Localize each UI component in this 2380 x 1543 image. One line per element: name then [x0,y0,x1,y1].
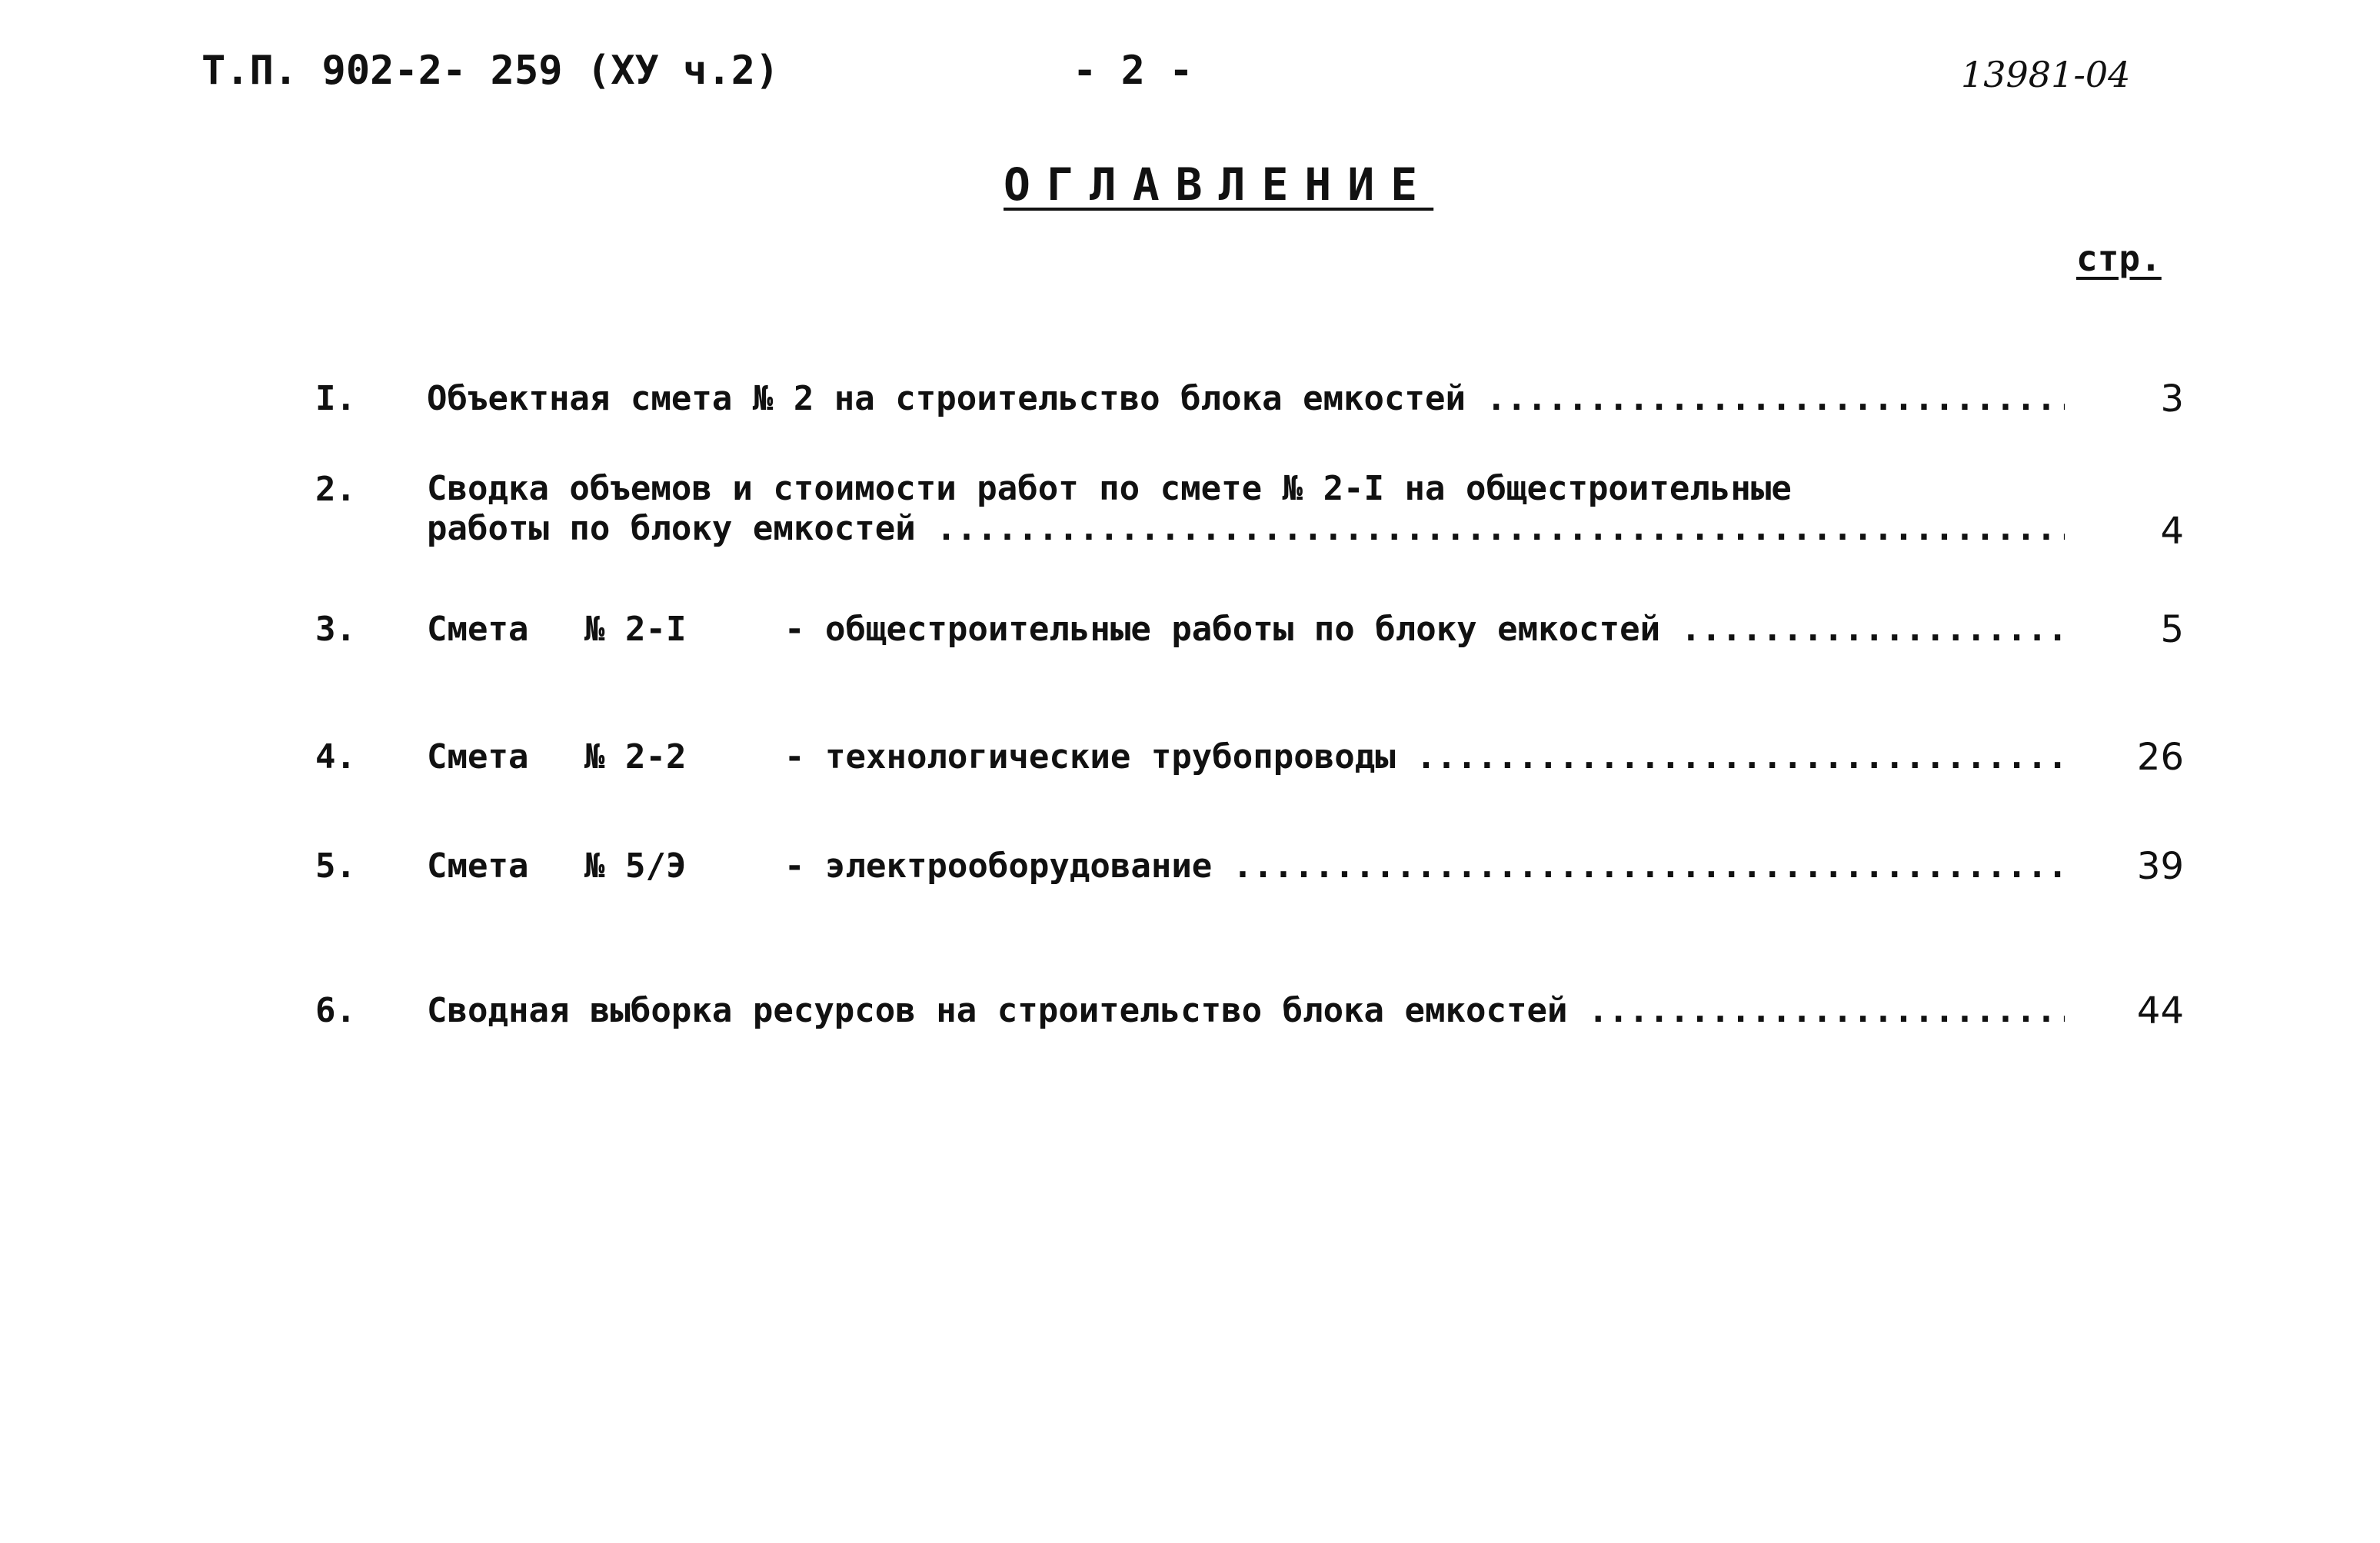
toc-entry-title-continued: работы по блоку емкостей ..... [427,509,2065,549]
toc-entry-label: Смета [427,737,529,776]
toc-entry-number: 2. [315,470,356,509]
toc-title: ОГЛАВЛЕНИЕ [1004,158,1434,211]
toc-entry-title: Объектная смета № 2 на строительство блока емкостей ..... [427,378,2065,420]
toc-entry-number: I. [315,379,356,418]
toc-entry-text [427,990,2065,1032]
toc-entry-page: 39 [2136,845,2184,888]
toc-entry-title [427,609,2065,650]
toc-entry-title [427,846,2065,887]
toc-entry-number: 5. [315,846,356,886]
toc-entry-page: 5 [2160,608,2184,651]
toc-entry-text [427,469,2065,549]
toc-entry-number: 6. [315,991,356,1030]
toc-entry-label: Смета [427,610,529,649]
archive-number: 13981-04 [1961,54,2131,95]
page-column-header: стр. [2076,238,2162,279]
toc-entry-title: Сводка объемов и стоимости работ по смете № 2-I на общестроительные [427,469,1792,508]
toc-entry-doc-number: № 2-I [584,610,687,649]
toc-entry-page: 44 [2136,989,2184,1033]
toc-entry-title [427,737,2065,778]
toc-entry-page: 4 [2160,510,2184,553]
toc-entry-description: - электрооборудование [784,846,1213,886]
toc-entry-text [427,378,2065,420]
toc-entry-description: - технологические трубопроводы [784,737,1396,776]
toc-entry-doc-number: № 2-2 [584,737,687,776]
toc-entry-text [427,609,2065,650]
page-number: - 2 - [1073,48,1193,94]
toc-entry-number: 3. [315,610,356,649]
toc-entry-description: - общестроительные работы по блоку емкостей [784,610,1661,649]
toc-entry-label: Смета [427,846,529,886]
toc-entry-text [427,846,2065,887]
toc-entry-page: 3 [2160,377,2184,421]
toc-entry-number: 4. [315,737,356,776]
toc-entry-page: 26 [2136,736,2184,779]
toc-entry-title: Сводная выборка ресурсов на строительство блока емкостей ..... [427,990,2065,1032]
toc-entry-text [427,737,2065,778]
toc-entry-doc-number: № 5/Э [584,846,687,886]
document-code: Т.П. 902-2- 259 (ХУ ч.2) [201,48,780,94]
